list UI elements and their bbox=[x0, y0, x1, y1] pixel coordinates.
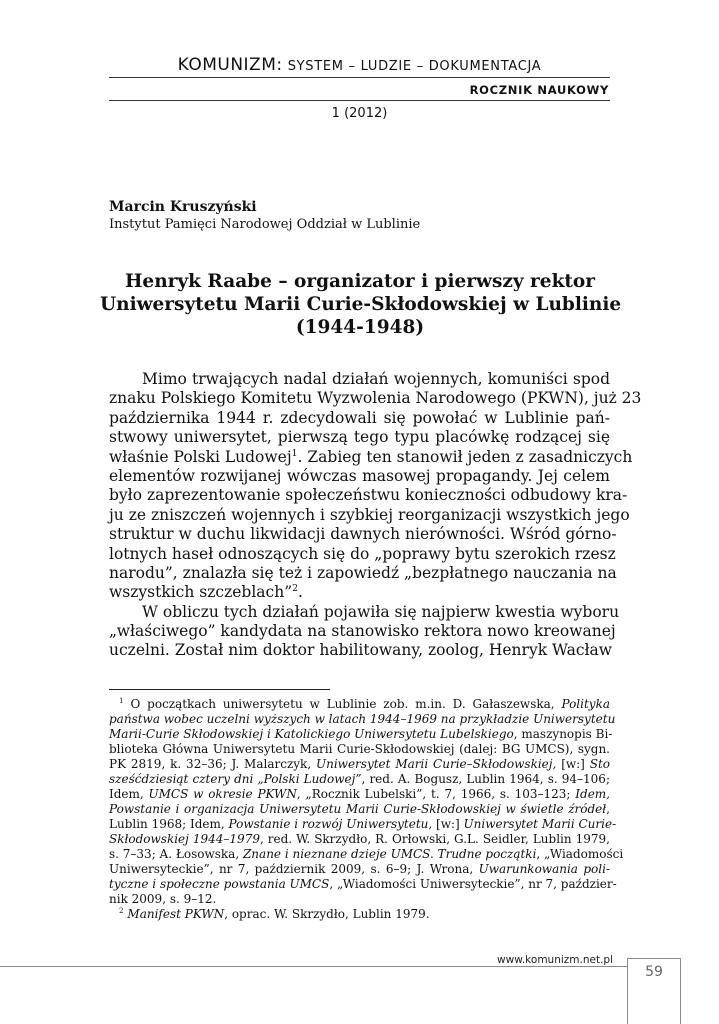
article-body bbox=[109, 370, 642, 661]
footnote-line: nik 2009, s. 9–12. bbox=[109, 892, 217, 906]
body-line: stwowy uniwersytet, pierwszą tego typu placówkę rodzącej się bbox=[109, 428, 610, 447]
body-line: ju ze zniszczeń wojennych i szybkiej reorganizacji wszystkich jego bbox=[109, 505, 630, 524]
footnote-line: tyczne i społeczne powstania UMCS, „Wiadomości Uniwersyteckie”, nr 7, paździer- bbox=[109, 877, 617, 891]
footnote-line: Lublin 1968; Idem, Powstanie i rozwój Uniwersytetu, [w:] Uniwersytet Marii Curie- bbox=[109, 817, 617, 831]
body-line: Mimo trwających nadal działań wojennych, komuniści spod bbox=[142, 370, 610, 388]
header-rule-top bbox=[109, 77, 610, 78]
footnote-ref-2[interactable]: 2 bbox=[292, 583, 299, 595]
footnote-line: $^1$ O początkach uniwersytetu w Lublinie zob. m.in. D. Gałaszewska, Polityka bbox=[119, 696, 610, 711]
body-line: było zaprezentowanie społeczeństwu konieczności odbudowy kra- bbox=[109, 486, 628, 505]
body-line: struktur w duchu likwidacji dawnych nierówności. Wśród górno- bbox=[109, 525, 617, 544]
footnote-line: państwa wobec uczelni wyższych w latach 1944–1969 na przykładzie Uniwersytetu bbox=[109, 712, 616, 726]
title-line: Henryk Raabe – organizator i pierwszy rektor bbox=[124, 271, 596, 292]
footnote-line: Marii-Curie Skłodowskiej i Katolickiego Uniwersytetu Lubelskiego, maszynopis Bi- bbox=[109, 727, 613, 741]
footnote-mark-1: 1 bbox=[119, 696, 124, 705]
article-title bbox=[100, 270, 620, 339]
body-line: października 1944 r. zdecydowali się powołać w Lublinie pań- bbox=[109, 408, 610, 427]
footer-rule bbox=[0, 966, 628, 967]
author-name: Marcin Kruszyński bbox=[109, 199, 257, 215]
author-affiliation: Instytut Pamięci Narodowej Oddział w Lublinie bbox=[109, 217, 421, 232]
footnote-line: PK 2819, k. 32–36; J. Malarczyk, Uniwersytet Marii Curie–Skłodowskiej, [w:] Sto bbox=[109, 757, 611, 771]
footnote-line: sześćdziesiąt cztery dni „Polski Ludowej”, red. A. Bogusz, Lublin 1964, s. 94–106; bbox=[109, 772, 610, 786]
body-line: wszystkich szczeblach”$^2$. bbox=[109, 583, 303, 602]
journal-title bbox=[0, 55, 719, 75]
body-line: „właściwego” kandydata na stanowisko rektora nowo kreowanej bbox=[109, 622, 616, 641]
footnote-rule bbox=[109, 689, 330, 690]
footnote-line: s. 7–33; A. Łosowska, Znane i nieznane dzieje UMCS. Trudne początki, „Wiadomości bbox=[109, 847, 624, 861]
footnote-line: Skłodowskiej 1944–1979, red. W. Skrzydło, R. Orłowski, G.L. Seidler, Lublin 1979, bbox=[109, 832, 610, 846]
body-line: właśnie Polski Ludowej$^1$. Zabieg ten stanowił jeden z zasadniczych bbox=[109, 447, 633, 466]
footnote-ref-1[interactable]: 1 bbox=[291, 447, 298, 459]
header-rule-bottom bbox=[109, 100, 610, 101]
body-line: elementów rozwijanej wówczas masowej propagandy. Jej celem bbox=[109, 466, 610, 485]
body-line: znaku Polskiego Komitetu Wyzwolenia Narodowego (PKWN), już 23 bbox=[109, 389, 642, 408]
journal-title-sub: SYSTEM – LUDZIE – DOKUMENTACJA bbox=[287, 59, 542, 74]
journal-subtitle: ROCZNIK NAUKOWY bbox=[469, 83, 609, 97]
footnote-line: Uniwersyteckie”, nr 7, październik 2009, s. 6–9; J. Wrona, Uwarunkowania poli- bbox=[109, 862, 610, 876]
title-line: (1944-1948) bbox=[295, 317, 425, 338]
footnote-line: Idem, UMCS w okresie PKWN, „Rocznik Lubelski”, t. 7, 1966, s. 103–123; Idem, bbox=[109, 787, 610, 801]
footnote-line: $^2$ Manifest PKWN, oprac. W. Skrzydło, Lublin 1979. bbox=[119, 906, 430, 921]
body-line: lotnych haseł odnoszących się do „poprawy bytu szerokich rzesz bbox=[109, 544, 616, 563]
footnote-mark-2: 2 bbox=[119, 906, 124, 915]
title-line: Uniwersytetu Marii Curie-Skłodowskiej w Lublinie bbox=[100, 294, 622, 315]
footnote-line: Powstanie i organizacja Uniwersytetu Marii Curie-Skłodowskiej w świetle źródeł, bbox=[109, 802, 610, 816]
journal-title-main: KOMUNIZM: bbox=[177, 55, 283, 75]
body-line: uczelni. Został nim doktor habilitowany, zoolog, Henryk Wacław bbox=[109, 641, 613, 660]
website-link[interactable]: www.komunizm.net.pl bbox=[497, 954, 613, 966]
page-number: 59 bbox=[645, 964, 663, 980]
body-line: W obliczu tych działań pojawiła się najpierw kwestia wyboru bbox=[142, 602, 620, 621]
footnotes bbox=[109, 696, 624, 922]
journal-issue: 1 (2012) bbox=[331, 106, 388, 121]
footnote-line: blioteka Główna Uniwersytetu Marii Curie-Skłodowskiej (dalej: BG UMCS), sygn. bbox=[109, 742, 610, 756]
body-line: narodu”, znalazła się też i zapowiedź „bezpłatnego nauczania na bbox=[109, 563, 617, 582]
